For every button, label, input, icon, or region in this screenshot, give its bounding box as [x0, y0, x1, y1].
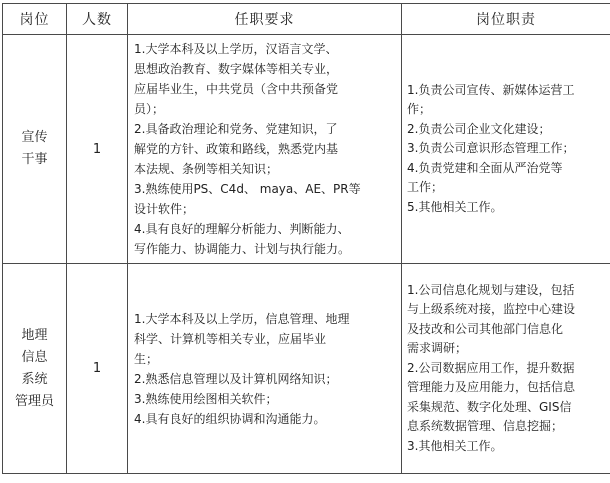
position-line: 地理 — [21, 327, 48, 343]
duty-line: 息系统数据管理、信息挖掘； — [407, 419, 564, 434]
table-row — [3, 264, 610, 474]
duty-line: 作； — [407, 102, 432, 117]
requirement-line: 应届毕业生，中共党员（含中共预备党 — [134, 82, 339, 96]
header-duties: 岗位职责 — [402, 4, 610, 35]
requirement-line: 科学、计算机等相关专业，应届毕业 — [134, 331, 327, 346]
duty-line: 采集规范、数字化处理、GIS信 — [407, 399, 572, 414]
duty-line: 2.公司数据应用工作，提升数据 — [407, 360, 575, 375]
count-cell: 1 — [67, 264, 128, 474]
header-row — [3, 4, 610, 35]
position-line: 宣传 — [21, 130, 48, 145]
header-position: 岗位 — [3, 4, 67, 35]
requirement-line: 写作能力、协调能力、计划与执行能力。 — [134, 242, 351, 256]
job-table — [2, 3, 610, 474]
duty-line: 管理能力及应用能力，包括信息 — [407, 380, 576, 395]
requirements-cell — [128, 35, 402, 264]
requirement-line: 1.大学本科及以上学历，汉语言文学、 — [134, 42, 338, 56]
duty-line: 需求调研； — [407, 341, 468, 356]
position-cell — [3, 35, 67, 264]
header-requirements: 任职要求 — [128, 4, 402, 35]
table-row — [3, 35, 610, 264]
requirement-line: 设计软件； — [134, 202, 195, 216]
duty-line: 1.负责公司宣传、新媒体运营工 — [407, 82, 575, 97]
requirement-line: 员）； — [134, 102, 165, 116]
duty-line: 5.其他相关工作。 — [407, 199, 503, 214]
duty-line: 4.负责党建和全面从严治党等 — [407, 160, 563, 175]
duty-line: 3.其他相关工作。 — [407, 438, 503, 453]
duty-line: 及技改和公司其他部门信息化 — [407, 321, 564, 336]
header-count: 人数 — [67, 4, 128, 35]
duty-line: 3.负责公司意识形态管理工作； — [407, 141, 575, 156]
requirement-line: 2.熟悉信息管理以及计算机网络知识； — [134, 371, 338, 386]
requirement-line: 2.具备政治理论和党务、党建知识，了 — [134, 122, 338, 136]
requirement-line: 思想政治教育、数字媒体等相关专业， — [134, 62, 339, 76]
requirement-line: 生； — [134, 351, 159, 366]
position-line: 信息 — [21, 349, 48, 365]
requirements-cell — [128, 264, 402, 474]
position-cell — [3, 264, 67, 474]
duty-line: 2.负责公司企业文化建设； — [407, 121, 551, 136]
duty-line: 工作； — [407, 180, 444, 195]
count-cell: 1 — [67, 35, 128, 264]
requirement-line: 3.熟练使用PS、C4d、 maya、AE、PR等 — [134, 182, 361, 196]
position-line: 管理员 — [14, 393, 54, 409]
position-line: 干事 — [21, 152, 48, 167]
requirement-line: 解党的方针、政策和路线，熟悉党内基 — [134, 142, 339, 156]
duty-line: 与上级系统对接，监控中心建设 — [407, 302, 576, 317]
requirement-line: 1.大学本科及以上学历，信息管理、地理 — [134, 311, 350, 326]
duties-cell — [402, 35, 610, 264]
requirement-line: 本法规、条例等相关知识； — [134, 162, 279, 176]
requirement-line: 3.熟练使用绘图相关软件； — [134, 391, 278, 406]
position-line: 系统 — [21, 371, 48, 387]
duties-cell — [402, 264, 610, 474]
duty-line: 1.公司信息化规划与建设，包括 — [407, 282, 575, 297]
requirement-line: 4.具有良好的组织协调和沟通能力。 — [134, 411, 326, 426]
requirement-line: 4.具有良好的理解分析能力、判断能力、 — [134, 222, 350, 236]
